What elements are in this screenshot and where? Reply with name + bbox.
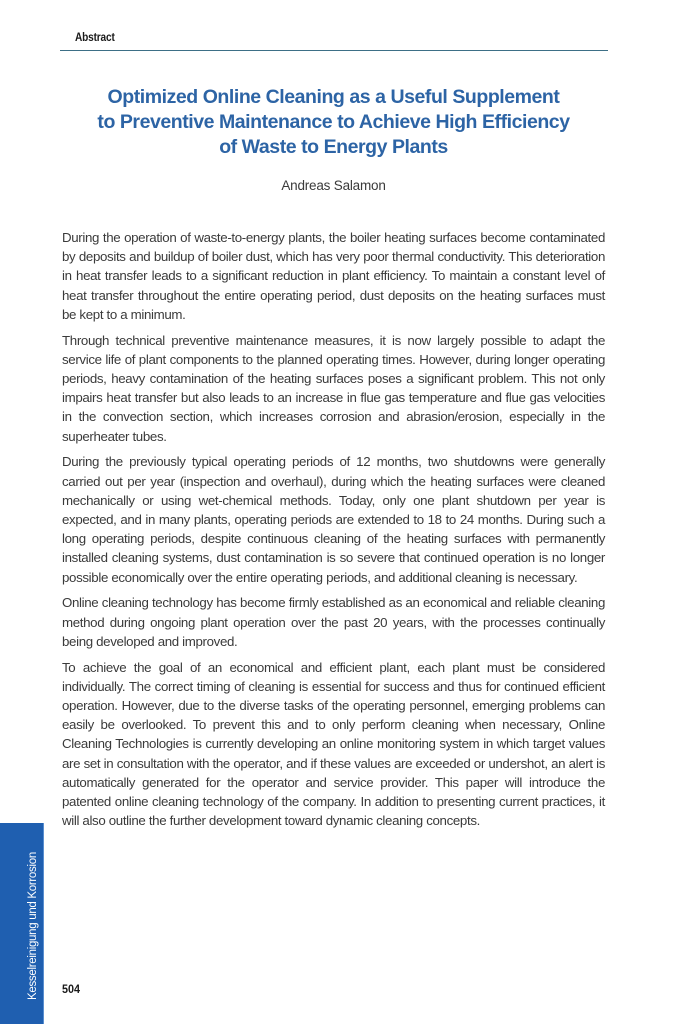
abstract-paragraph-5: To achieve the goal of an economical and efficient plant, each plant must be considered individually. The correct timing of cleaning is essential for success and thus for continued efficient operation. However, due to the diverse tasks of the operating personnel, emerging problems can easily be overlooked. To prevent this and to only perform cleaning when necessary, Online Cleaning Technologies is currently developing an online monitoring system in which target values are set in consultation with the operator, and if these values are exceeded or undershot, an alert is automatically generated for the operator and service provider. This paper will introduce the patented online cleaning technology of the company. In addition to presenting current practices, it will also outline the further development toward dynamic cleaning concepts. [62, 659, 605, 829]
abstract-paragraph-2: Through technical preventive maintenance measures, it is now largely possible to adapt the service life of plant components to the planned operating times. However, during longer operating periods, heavy contamination of the heating surfaces poses a significant problem. This not only impairs heat transfer but also leads to an increase in flue gas temperature and flue gas velocities in the convection section, which increases corrosion and abrasion/erosion, especially in the superheater tubes. [62, 332, 605, 444]
abstract-paragraph-4: Online cleaning technology has become firmly established as an economical and reliable cleaning method during ongoing plant operation over the past 20 years, with the processes continually being developed and improved. [62, 595, 605, 649]
title-line-1: Optimized Online Cleaning as a Useful Supplement [107, 86, 560, 108]
chapter-side-tab-label: Kesselreinigung und Korrosion [27, 852, 39, 1000]
page-number: 504 [62, 982, 81, 996]
title-line-2: to Preventive Maintenance to Achieve High Efficiency [97, 111, 570, 133]
title-line-3: of Waste to Energy Plants [219, 136, 448, 158]
article-title [62, 85, 605, 160]
running-head-section-label: Abstract [75, 32, 115, 44]
abstract-paragraph-3: During the previously typical operating periods of 12 months, two shutdowns were generally carried out per year (inspection and overhaul), during which the heating surfaces were cleaned mechanically or using wet-chemical methods. Today, only one plant shutdown per year is expected, and in many plants, operating periods are extended to 18 to 24 months. During such a long operating periods, despite continuous cleaning of the heating surfaces with permanently installed cleaning systems, dust contamination is so severe that continued operation is no longer possible economically over the entire operating periods, and additional cleaning is necessary. [62, 454, 605, 585]
author-name: Andreas Salamon [281, 178, 386, 193]
abstract-paragraph-1: During the operation of waste-to-energy plants, the boiler heating surfaces become contaminated by deposits and buildup of boiler dust, which has very poor thermal conductivity. This deterioration in heat transfer leads to a significant reduction in plant efficiency. To maintain a constant level of heat transfer throughout the entire operating period, dust deposits on the heating surfaces must be kept to a minimum. [62, 230, 605, 322]
abstract-body [62, 228, 605, 837]
header-rule [60, 50, 608, 51]
